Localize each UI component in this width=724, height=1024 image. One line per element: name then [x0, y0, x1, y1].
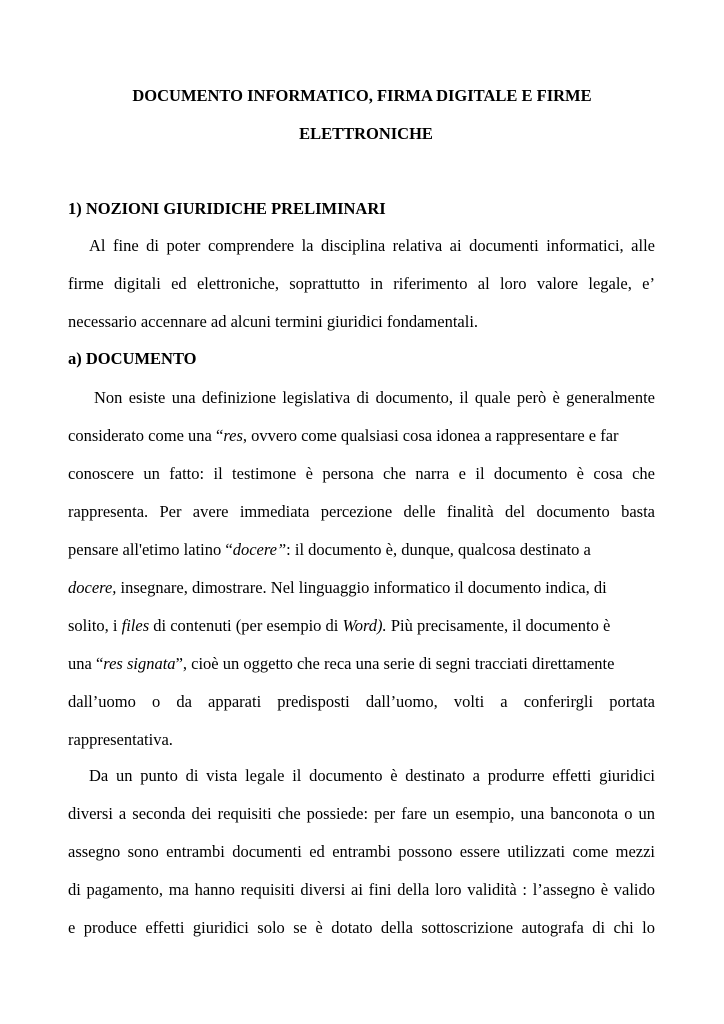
paragraph-line: diversi a seconda dei requisiti che possiede: per fare un esempio, una banconota o un: [68, 804, 655, 823]
paragraph-line: pensare all'etimo latino “docere”: il documento è, dunque, qualcosa destinato a: [68, 540, 591, 559]
paragraph-line: firme digitali ed elettroniche, soprattutto in riferimento al loro valore legale, e’: [68, 274, 655, 293]
paragraph-line: necessario accennare ad alcuni termini giuridici fondamentali.: [68, 312, 479, 331]
paragraph-line: di pagamento, ma hanno requisiti diversi ai fini della loro validità : l’assegno è valido: [68, 880, 655, 899]
paragraph-line: considerato come una “res, ovvero come qualsiasi cosa idonea a rappresentare e far: [68, 426, 619, 445]
paragraph-line: dall’uomo o da apparati predisposti dall’uomo, volti a conferirgli portata: [68, 692, 655, 711]
paragraph-line: rappresenta. Per avere immediata percezione delle finalità del documento basta: [68, 502, 655, 521]
document-title-line-1: DOCUMENTO INFORMATICO, FIRMA DIGITALE E FIRME: [132, 86, 592, 105]
document-title-line-2: ELETTRONICHE: [299, 124, 433, 143]
paragraph-line: solito, i files di contenuti (per esempio di Word). Più precisamente, il documento è: [68, 616, 611, 635]
paragraph-line: una “res signata”, cioè un oggetto che reca una serie di segni tracciati direttamente: [68, 654, 615, 673]
paragraph-line: docere, insegnare, dimostrare. Nel linguaggio informatico il documento indica, di: [68, 578, 607, 597]
paragraph-line: assegno sono entrambi documenti ed entrambi possono essere utilizzati come mezzi: [68, 842, 655, 861]
paragraph-line: rappresentativa.: [68, 730, 173, 749]
paragraph-line: Al fine di poter comprendere la disciplina relativa ai documenti informatici, alle: [89, 236, 655, 255]
paragraph-line: conoscere un fatto: il testimone è persona che narra e il documento è cosa che: [68, 464, 655, 483]
section-heading-nozioni: 1) NOZIONI GIURIDICHE PRELIMINARI: [68, 199, 386, 218]
paragraph-line: Non esiste una definizione legislativa di documento, il quale però è generalmente: [94, 388, 655, 407]
paragraph-line: Da un punto di vista legale il documento è destinato a produrre effetti giuridici: [89, 766, 655, 785]
subsection-heading-documento: a) DOCUMENTO: [68, 349, 197, 368]
paragraph-line: e produce effetti giuridici solo se è dotato della sottoscrizione autografa di chi lo: [68, 918, 655, 937]
